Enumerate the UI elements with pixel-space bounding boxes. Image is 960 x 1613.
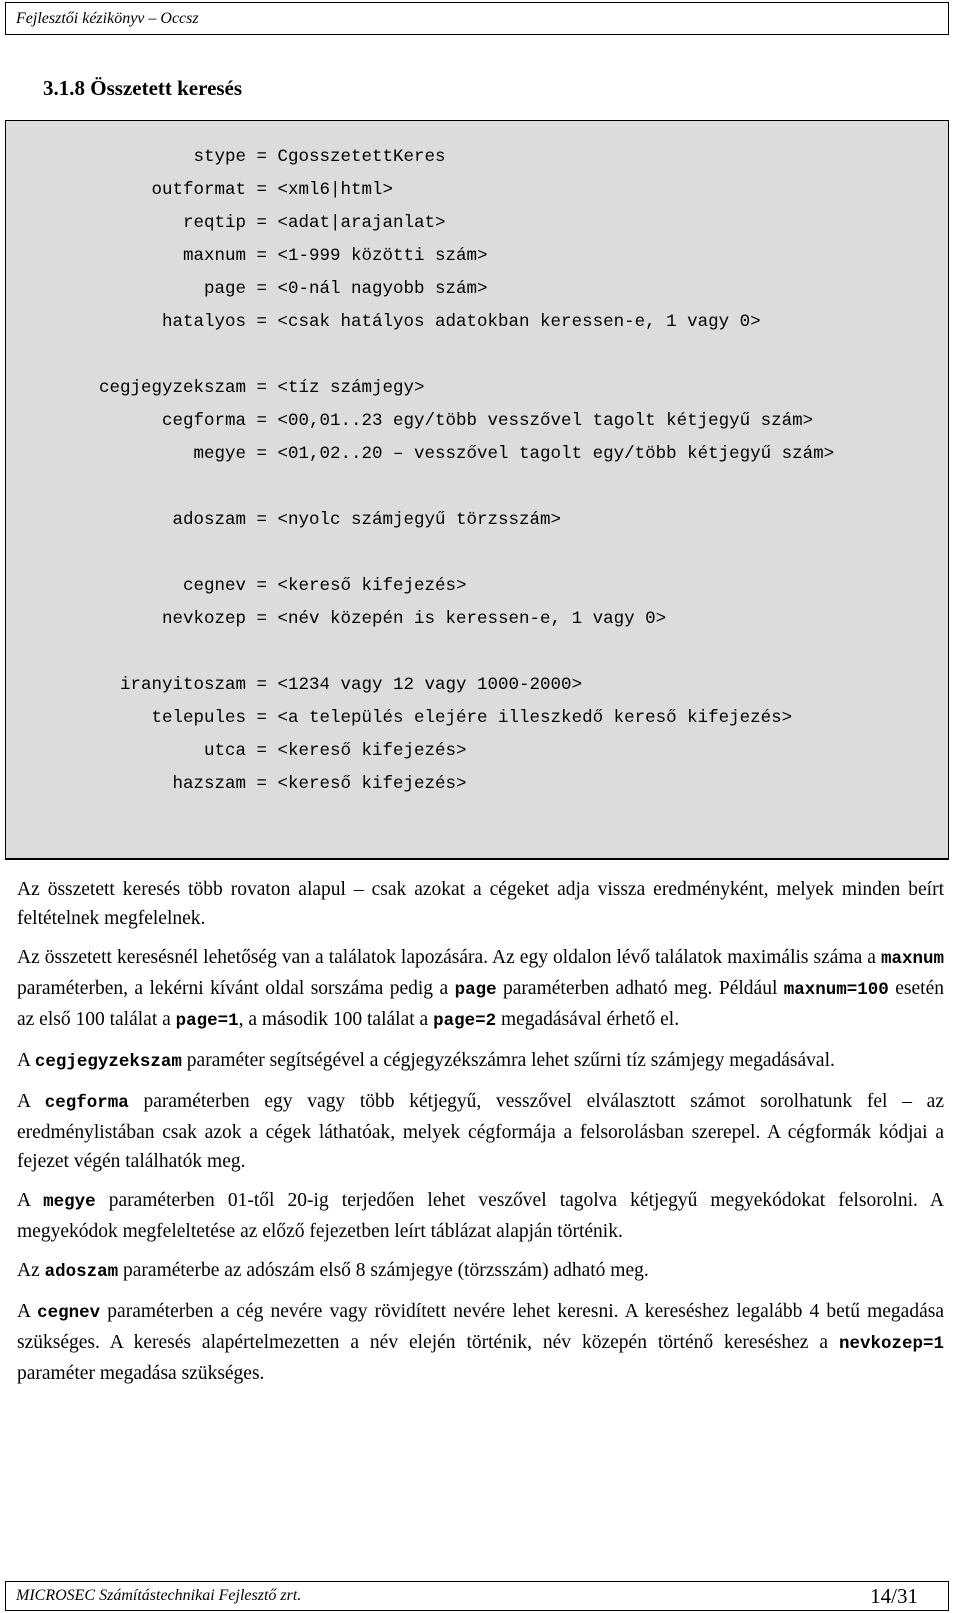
parameter-line	[6, 312, 761, 332]
parameter-key: hatalyos	[161, 312, 246, 332]
parameter-key: cegjegyzekszam	[98, 378, 246, 398]
paragraph-text: paraméter segítségével a cégjegyzékszámra lehet szűrni tíz számjegy megadásával.	[181, 1050, 835, 1071]
parameter-key: cegnev	[182, 576, 246, 596]
inline-code: cegforma	[44, 1093, 129, 1113]
parameter-value: <1234 vagy 12 vagy 1000-2000>	[277, 675, 583, 695]
parameter-value: <kereső kifejezés>	[277, 741, 467, 761]
parameter-line	[6, 411, 813, 431]
parameter-value: <01,02..20 – vesszővel tagolt egy/több kétjegyű szám>	[277, 444, 835, 464]
parameter-line	[6, 675, 582, 695]
paragraph-text: paraméterbe az adószám első 8 számjegye (törzsszám) adható meg.	[118, 1260, 649, 1281]
paragraph-text: A	[17, 1190, 44, 1211]
paragraph-text: Az összetett keresés több rovaton alapul – csak azokat a cégeket adja vissza eredményként, melyek minden beírt feltételnek megfelelnek.	[17, 879, 944, 929]
parameter-key: adoszam	[172, 510, 246, 530]
parameter-line	[6, 609, 666, 629]
equals-sign: =	[246, 444, 278, 464]
parameter-key: maxnum	[182, 246, 246, 266]
paragraph	[17, 1087, 944, 1176]
paragraph-text: A	[17, 1301, 38, 1322]
parameter-key: cegforma	[161, 411, 246, 431]
paragraph	[17, 1186, 944, 1246]
paragraph-text: paraméterben a cég nevére vagy rövidített nevére lehet keresni. A kereséshez legalább 4 betű megadása szükséges. A keresés alapértelmezetten a név elején történik, név közepén történő kereséshez a	[17, 1301, 944, 1353]
parameter-line	[6, 180, 393, 200]
parameter-value: <adat|arajanlat>	[277, 213, 446, 233]
parameter-value: <0-nál nagyobb szám>	[277, 279, 488, 299]
paragraph	[17, 1297, 944, 1388]
parameter-line	[6, 444, 834, 464]
parameter-line	[6, 708, 792, 728]
paragraph-text: paraméter megadása szükséges.	[17, 1363, 265, 1384]
paragraph-text: A	[17, 1091, 45, 1112]
parameter-line	[6, 147, 446, 167]
equals-sign: =	[246, 675, 278, 695]
parameter-line	[6, 279, 488, 299]
parameter-code-block	[5, 120, 949, 860]
paragraph-text: paraméterben adható meg. Például	[496, 978, 784, 999]
paragraph-text: paraméterben egy vagy több kétjegyű, vesszővel elválasztott számot sorolhatunk fel – az eredménylistában csak azok a cégek láthatóak, melyek cégformája a felsorolásban szerepel. A cégformák kódjai a fejezet végén találhatók meg.	[17, 1091, 944, 1172]
parameter-key: stype	[193, 147, 246, 167]
equals-sign: =	[246, 708, 278, 728]
inline-code: nevkozep=1	[838, 1334, 944, 1354]
paragraph	[17, 1256, 944, 1287]
equals-sign: =	[246, 774, 278, 794]
paragraph-text: Az	[17, 1260, 45, 1281]
inline-code: maxnum	[880, 949, 944, 969]
equals-sign: =	[246, 147, 278, 167]
inline-code: page=2	[433, 1011, 497, 1031]
paragraph	[17, 875, 944, 933]
page-header	[5, 2, 949, 35]
parameter-key: page	[203, 279, 246, 299]
paragraph	[17, 943, 944, 1036]
parameter-key: hazszam	[172, 774, 246, 794]
paragraph-text: , a második 100 találat a	[238, 1009, 434, 1030]
parameter-key: telepules	[151, 708, 246, 728]
parameter-line	[6, 576, 467, 596]
equals-sign: =	[246, 609, 278, 629]
parameter-value: <xml6|html>	[277, 180, 394, 200]
parameter-value: <kereső kifejezés>	[277, 576, 467, 596]
paragraph-text: paraméterben, a lekérni kívánt oldal sorszáma pedig a	[17, 978, 455, 999]
parameter-value: <nyolc számjegyű törzsszám>	[277, 510, 562, 530]
parameter-value: <a település elejére illeszkedő kereső kifejezés>	[277, 708, 793, 728]
parameter-key: nevkozep	[161, 609, 246, 629]
parameter-value: <név közepén is keressen-e, 1 vagy 0>	[277, 609, 667, 629]
inline-code: cegjegyzekszam	[34, 1052, 182, 1072]
inline-code: megye	[43, 1192, 96, 1212]
inline-code: cegnev	[37, 1303, 101, 1323]
section-heading: 3.1.8 Összetett keresés	[43, 76, 243, 100]
parameter-line	[6, 246, 488, 266]
inline-code: page	[454, 980, 497, 1000]
paragraph-text: paraméterben 01-től 20-ig terjedően lehet veszővel tagolva kétjegyű megyekódokat felsorolni. A megyekódok megfeleltetése az előző fejezetben leírt táblázat alapján történik.	[17, 1190, 944, 1242]
parameter-value: <csak hatályos adatokban keressen-e, 1 vagy 0>	[277, 312, 761, 332]
parameter-line	[6, 213, 446, 233]
inline-code: maxnum=100	[783, 980, 889, 1000]
parameter-key: reqtip	[182, 213, 246, 233]
paragraph	[17, 1046, 944, 1077]
paragraph-text: esetén az első 100 találat a	[17, 978, 944, 1030]
parameter-key: outformat	[151, 180, 246, 200]
equals-sign: =	[246, 180, 278, 200]
page-number: 14/31	[870, 1584, 918, 1608]
equals-sign: =	[246, 741, 278, 761]
parameter-line	[6, 741, 467, 761]
equals-sign: =	[246, 213, 278, 233]
parameter-value: <00,01..23 egy/több vesszővel tagolt kétjegyű szám>	[277, 411, 814, 431]
inline-code: page=1	[175, 1011, 239, 1031]
paragraph-text: megadásával érhető el.	[496, 1009, 680, 1030]
parameter-line	[6, 378, 425, 398]
equals-sign: =	[246, 279, 278, 299]
parameter-value: <tíz számjegy>	[277, 378, 425, 398]
body-text	[17, 875, 944, 1398]
parameter-value: <kereső kifejezés>	[277, 774, 467, 794]
header-title: Fejlesztői kézikönyv – Occsz	[16, 10, 199, 27]
parameter-line	[6, 774, 467, 794]
equals-sign: =	[246, 378, 278, 398]
parameter-key: megye	[193, 444, 246, 464]
page-footer	[5, 1581, 949, 1611]
parameter-key: iranyitoszam	[119, 675, 246, 695]
equals-sign: =	[246, 510, 278, 530]
equals-sign: =	[246, 312, 278, 332]
parameter-line	[6, 510, 561, 530]
equals-sign: =	[246, 411, 278, 431]
parameter-value: <1-999 közötti szám>	[277, 246, 488, 266]
inline-code: adoszam	[44, 1262, 119, 1282]
paragraph-text: Az összetett keresésnél lehetőség van a találatok lapozására.	[17, 947, 489, 968]
equals-sign: =	[246, 246, 278, 266]
equals-sign: =	[246, 576, 278, 596]
parameter-value: CgosszetettKeres	[277, 147, 446, 167]
footer-company: MICROSEC Számítástechnikai Fejlesztő zrt.	[16, 1587, 302, 1604]
paragraph-text: A	[17, 1050, 35, 1071]
parameter-key: utca	[203, 741, 246, 761]
paragraph-text: Az egy oldalon lévő találatok maximális száma a	[492, 947, 881, 968]
